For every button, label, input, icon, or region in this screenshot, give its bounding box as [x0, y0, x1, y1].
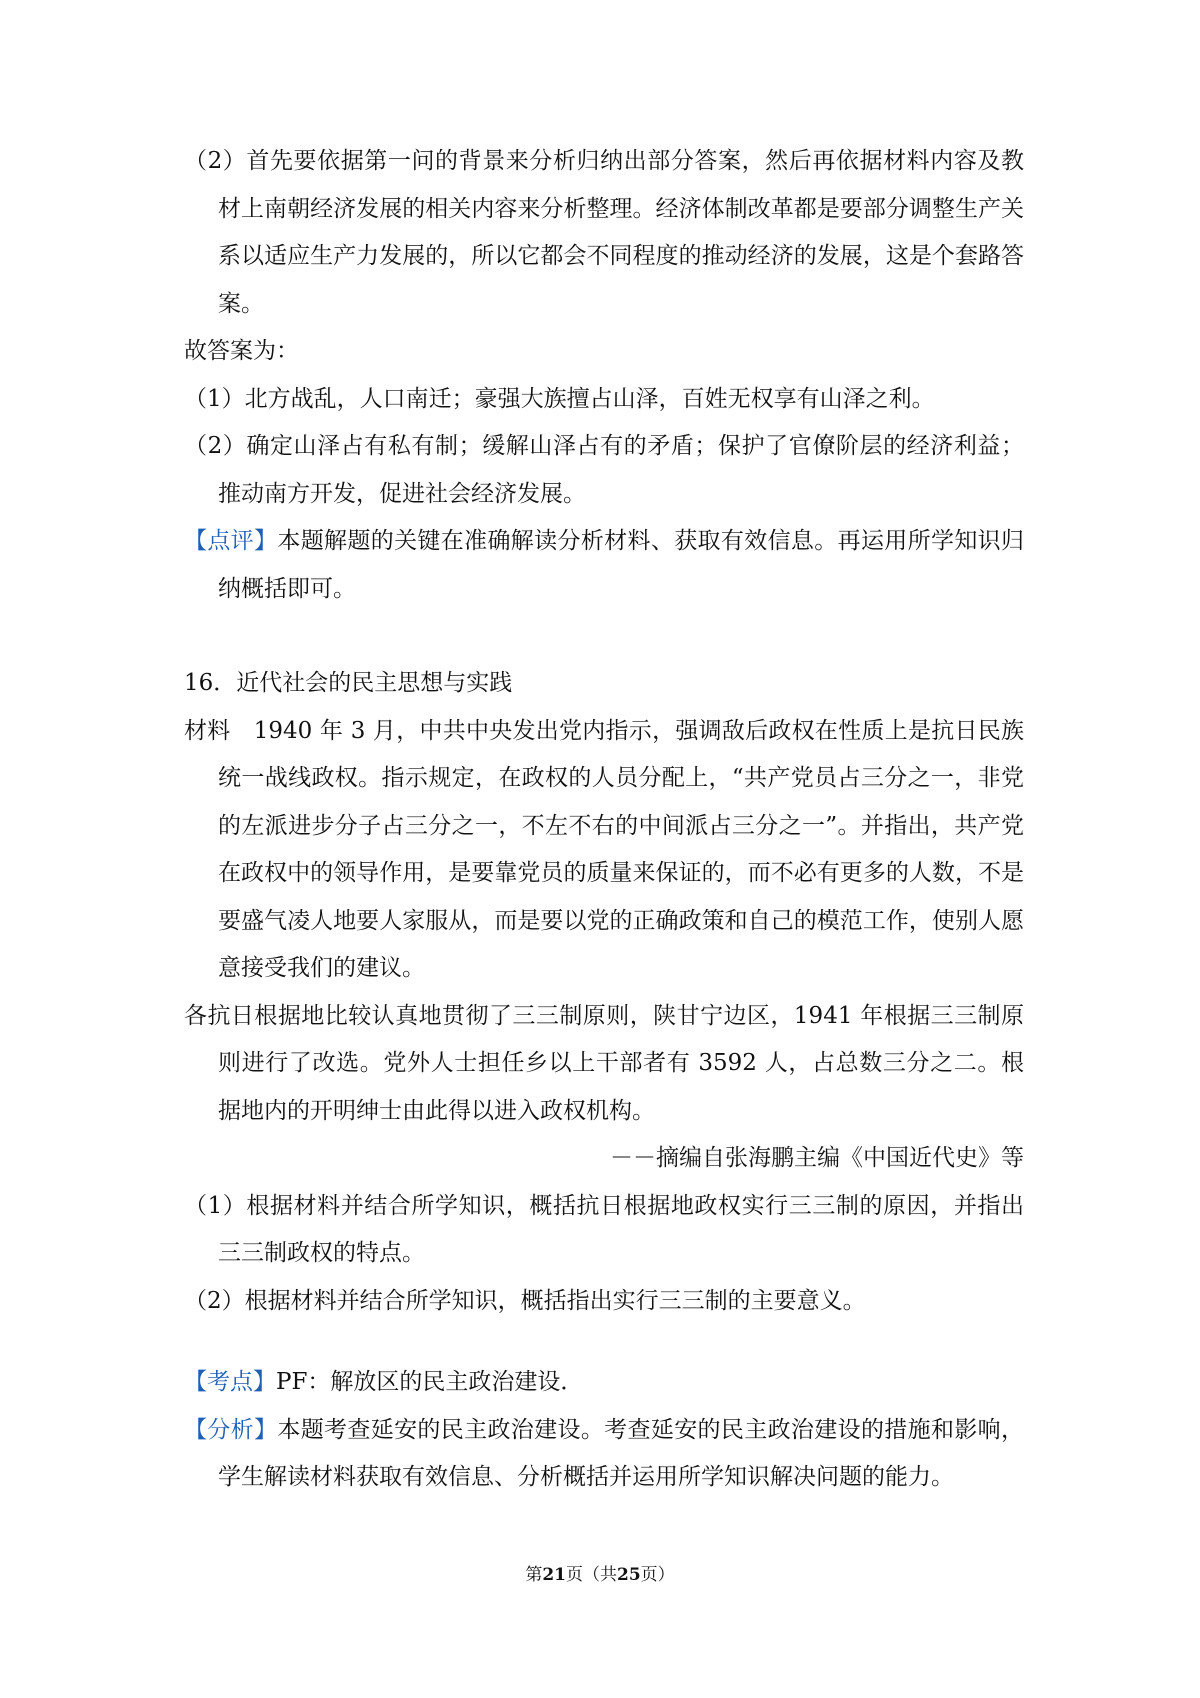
- material-source: －－摘编自张海鹏主编《中国近代史》等: [610, 1145, 1024, 1171]
- review-paragraph: [184, 518, 1024, 613]
- answer-1: （1）北方战乱，人口南迁；豪强大族擅占山泽，百姓无权享有山泽之利。: [184, 385, 935, 412]
- review-text: 本题解题的关键在准确解读分析材料、获取有效信息。再运用所学知识归纳概括即可。: [218, 528, 1025, 602]
- spacer: [184, 613, 1024, 660]
- question-16-material-2: 各抗日根据地比较认真地贯彻了三三制原则，陕甘宁边区，1941 年根据三三制原则进行了改选。党外人士担任乡以上干部者有 3592 人，占总数三分之二。根据地内的开明绅士由此得以进入政权机构。: [184, 1002, 1024, 1124]
- answer-2: （2）确定山泽占有私有制；缓解山泽占有的矛盾；保护了官僚阶层的经济利益；推动南方开发，促进社会经济发展。: [184, 433, 1024, 507]
- kaodian-paragraph: [184, 1359, 1024, 1407]
- question-16-part-1: （1）根据材料并结合所学知识，概括抗日根据地政权实行三三制的原因，并指出三三制政权的特点。: [184, 1192, 1024, 1266]
- kaodian-tag: 【考点】: [184, 1369, 276, 1395]
- question-16-material: 材料 1940 年 3 月，中共中央发出党内指示，强调敌后政权在性质上是抗日民族统一战线政权。指示规定，在政权的人员分配上，“共产党员占三分之一，非党的左派进步分子占三分之一，不左不右的中间派占三分之一”。并指出，共产党在政权中的领导作用，是要靠党员的质量来保证的，而不必有更多的人数，不是要盛气凌人地要人家服从，而是要以党的正确政策和自己的模范工作，使别人愿意接受我们的建议。: [184, 717, 1024, 981]
- answer-intro: 故答案为：: [184, 338, 299, 364]
- current-page-number: 21: [542, 1565, 566, 1585]
- page-content: [184, 138, 1024, 1502]
- review-tag: 【点评】: [184, 528, 278, 554]
- spacer: [184, 1325, 1024, 1359]
- page-footer: 第21页（共25页）: [525, 1565, 675, 1585]
- total-page-number: 25: [617, 1565, 641, 1585]
- question-16-title: 16．近代社会的民主思想与实践: [184, 670, 513, 696]
- fenxi-text: 本题考查延安的民主政治建设。考查延安的民主政治建设的措施和影响，学生解读材料获取有效信息、分析概括并运用所学知识解决问题的能力。: [218, 1416, 1025, 1490]
- analysis-paragraph-2: （2）首先要依据第一问的背景来分析归纳出部分答案，然后再依据材料内容及教材上南朝经济发展的相关内容来分析整理。经济体制改革都是要部分调整生产关系以适应生产力发展的，所以它都会不同程度的推动经济的发展，这是个套路答案。: [184, 148, 1024, 317]
- fenxi-paragraph: [184, 1407, 1024, 1502]
- question-16-part-2: （2）根据材料并结合所学知识，概括指出实行三三制的主要意义。: [184, 1287, 866, 1314]
- fenxi-tag: 【分析】: [184, 1416, 278, 1443]
- kaodian-text: PF：解放区的民主政治建设．: [276, 1369, 584, 1395]
